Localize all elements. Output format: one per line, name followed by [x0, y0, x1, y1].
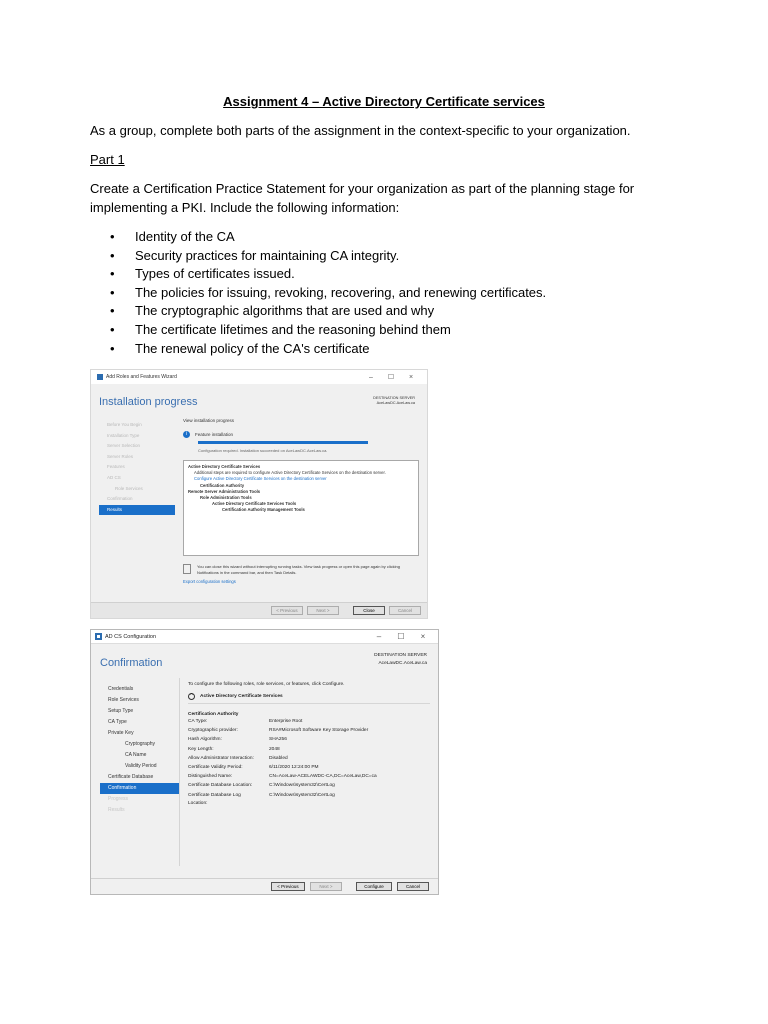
close-note-text: You can close this wizard without interrupting running tasks. View task progress or open this page again by clicking Notifications in the command bar, and then Task Details.: [197, 564, 401, 575]
wizard-window-title: Add Roles and Features Wizard: [106, 374, 177, 380]
results-box: [183, 460, 419, 556]
adcs-instruction: To configure the following roles, role services, or features, click Configure.: [188, 682, 345, 687]
table-row: [188, 735, 430, 744]
info-icon: i: [183, 431, 190, 438]
list-item-text: The policies for issuing, revoking, recovering, and renewing certificates.: [135, 284, 547, 300]
list-item: [110, 321, 546, 340]
adcs-nav-item[interactable]: Private Key: [108, 730, 134, 736]
row-value: CN=AceLaw-ACELAWDC-CA,DC=AceLaw,DC=ca: [269, 774, 377, 780]
adcs-window-title: AD CS Configuration: [105, 633, 157, 640]
adcs-nav-item[interactable]: Credentials: [108, 686, 134, 692]
list-item-text: Identity of the CA: [135, 229, 235, 244]
table-row: [188, 726, 430, 735]
feature-installation-label: Feature installation: [195, 432, 234, 437]
wizard-app-icon: [97, 374, 103, 380]
close-icon[interactable]: ×: [420, 632, 426, 641]
collapse-icon[interactable]: ^: [188, 693, 195, 700]
row-key: Certificate Validity Period:: [188, 764, 243, 770]
table-row: [188, 717, 430, 726]
destination-server: AceLawDC.AceLaw.ca: [378, 661, 427, 666]
wizard-nav-item-results[interactable]: Results: [99, 505, 175, 516]
wizard-nav: [99, 420, 175, 515]
row-key: Distinguished Name:: [188, 774, 233, 780]
notification-flag-icon: [183, 564, 191, 574]
list-item-text: Security practices for maintaining CA integrity.: [135, 247, 400, 263]
adcs-nav-item-confirmation[interactable]: Confirmation: [100, 783, 180, 794]
installation-status: Configuration required. Installation succeeded on AceLawDC.AceLaw.ca.: [198, 448, 328, 453]
wizard-nav-item: Server Roles: [107, 453, 134, 459]
bullet-icon: •: [110, 229, 115, 244]
adcs-main: [188, 682, 430, 807]
close-note: [183, 564, 419, 575]
wizard-screenshot: [90, 369, 428, 619]
list-item-text: The cryptographic algorithms that are used and why: [135, 303, 435, 319]
nav-divider: [179, 678, 180, 866]
adcs-nav-item[interactable]: CA Type: [108, 719, 127, 725]
row-key: Key Length:: [188, 746, 214, 752]
adcs-section-header[interactable]: [188, 693, 430, 704]
wizard-nav-item: Server Selection: [107, 443, 141, 449]
configure-button[interactable]: Configure: [356, 882, 392, 891]
minimize-icon[interactable]: –: [376, 632, 382, 641]
adcs-app-icon: [95, 633, 102, 640]
next-button[interactable]: Next >: [307, 606, 339, 615]
adcs-nav-item[interactable]: Certificate Database: [108, 774, 154, 780]
intro-paragraph: As a group, complete both parts of the assignment in the context-specific to your organization.: [90, 123, 631, 138]
table-row: [188, 763, 430, 772]
bullet-icon: •: [110, 340, 115, 356]
list-item: [110, 228, 546, 247]
row-key: Hash Algorithm:: [188, 737, 222, 743]
row-value: 6/11/2020 12:24:00 PM: [269, 764, 319, 770]
wizard-destination: [373, 396, 415, 406]
row-key: Allow Administrator Interaction:: [188, 755, 254, 761]
wizard-nav-item: Features: [107, 464, 125, 470]
installation-progress-bar: [198, 441, 368, 444]
list-item: [110, 340, 546, 359]
wizard-main: [183, 418, 421, 584]
document-title: Assignment 4 – Active Directory Certificate services: [223, 94, 545, 109]
wizard-nav-item: Before You Begin: [107, 422, 142, 427]
list-item: [110, 302, 546, 321]
destination-label: DESTINATION SERVER: [373, 396, 415, 400]
adcs-nav-item[interactable]: Cryptography: [125, 741, 156, 747]
row-key: Certificate Database Location:: [188, 783, 253, 789]
wizard-titlebar: [91, 370, 427, 384]
list-item-text: Types of certificates issued.: [135, 266, 295, 282]
result-rsat: Remote Server Administration Tools: [188, 488, 261, 494]
destination-server: AceLawDC.AceLaw.ca: [376, 401, 415, 405]
row-value: SHA256: [269, 737, 287, 743]
destination-label: DESTINATION SERVER: [374, 653, 427, 658]
wizard-nav-item: Confirmation: [107, 496, 133, 502]
list-item-text: The certificate lifetimes and the reasoning behind them: [135, 321, 451, 337]
previous-button[interactable]: < Previous: [271, 882, 305, 891]
row-value: C:\Windows\system32\CertLog: [269, 792, 335, 798]
adcs-section-title: Active Directory Certificate Services: [200, 694, 283, 699]
row-value: Enterprise Root: [269, 719, 303, 724]
result-ca-tools: Certification Authority Management Tools: [222, 507, 305, 513]
adcs-nav: [100, 684, 180, 816]
info-row: [183, 431, 421, 438]
close-button[interactable]: Close: [353, 606, 385, 615]
wizard-heading: Installation progress: [99, 396, 198, 408]
bullet-icon: •: [110, 247, 115, 263]
adcs-nav-item[interactable]: Validity Period: [125, 763, 157, 769]
maximize-icon[interactable]: ☐: [387, 374, 395, 381]
list-item-text: The renewal policy of the CA's certificate: [135, 340, 370, 356]
adcs-nav-item: Progress: [108, 796, 129, 802]
wizard-footer: [91, 602, 427, 618]
row-key: CA Type:: [188, 719, 208, 724]
table-row: [188, 745, 430, 754]
table-row: [188, 754, 430, 763]
adcs-nav-item: Results: [108, 807, 125, 813]
result-adcs-note: Additional steps are required to configure Active Directory Certificate Services on the destination server.: [194, 470, 386, 476]
adcs-titlebar: [91, 630, 438, 644]
previous-button[interactable]: < Previous: [271, 606, 303, 615]
cancel-button[interactable]: Cancel: [397, 882, 429, 891]
adcs-nav-item[interactable]: Role Services: [108, 697, 139, 703]
list-item: [110, 265, 546, 284]
result-rat: Role Administration Tools: [200, 495, 252, 501]
adcs-subsection-title: Certification Authority: [188, 712, 239, 717]
adcs-config-screenshot: [90, 629, 439, 895]
row-key: Certificate Database Log: [188, 792, 241, 798]
close-icon[interactable]: ×: [408, 373, 414, 381]
maximize-icon[interactable]: ☐: [397, 632, 405, 641]
configure-adcs-link[interactable]: Configure Active Directory Certificate Services on the destination server: [194, 476, 327, 482]
row-value: Disabled: [269, 755, 288, 761]
table-row: [188, 781, 430, 790]
result-ca: Certification Authority: [200, 482, 245, 488]
adcs-nav-item[interactable]: CA Name: [125, 752, 147, 758]
task-paragraph: Create a Certification Practice Statement for your organization as part of the planning stage for implementing a PKI. Include the following information:: [90, 181, 635, 215]
requirements-list: [110, 228, 546, 358]
table-row: [188, 791, 430, 800]
row-value: C:\Windows\system32\CertLog: [269, 783, 335, 789]
list-item: [110, 284, 546, 303]
adcs-heading: Confirmation: [100, 657, 163, 669]
minimize-icon[interactable]: –: [369, 373, 373, 381]
adcs-footer: [91, 878, 438, 894]
wizard-nav-item: Installation Type: [107, 432, 140, 438]
row-key: Cryptographic provider:: [188, 728, 238, 734]
export-settings-link[interactable]: Export configuration settings: [183, 579, 236, 584]
row-value: 2048: [269, 746, 280, 752]
list-item: [110, 247, 546, 266]
view-progress-label: View installation progress: [183, 418, 234, 423]
wizard-nav-item: AD CS: [107, 474, 121, 480]
part-label: Part 1: [90, 152, 125, 167]
next-button[interactable]: Next >: [310, 882, 342, 891]
row-key-continuation: Location:: [188, 800, 208, 806]
row-value: RSA#Microsoft Software Key Storage Provider: [269, 728, 369, 734]
table-row: [188, 772, 430, 781]
result-adcs: Active Directory Certificate Services: [188, 464, 261, 469]
cancel-button[interactable]: Cancel: [389, 606, 421, 615]
bullet-icon: •: [110, 266, 115, 282]
bullet-icon: •: [110, 321, 115, 337]
result-adcs-tools: Active Directory Certificate Services Tools: [212, 501, 297, 507]
bullet-icon: •: [110, 284, 115, 300]
adcs-nav-item[interactable]: Setup Type: [108, 708, 134, 714]
bullet-icon: •: [110, 303, 115, 319]
adcs-destination: [374, 652, 427, 668]
wizard-nav-item: Role Services: [115, 485, 143, 491]
